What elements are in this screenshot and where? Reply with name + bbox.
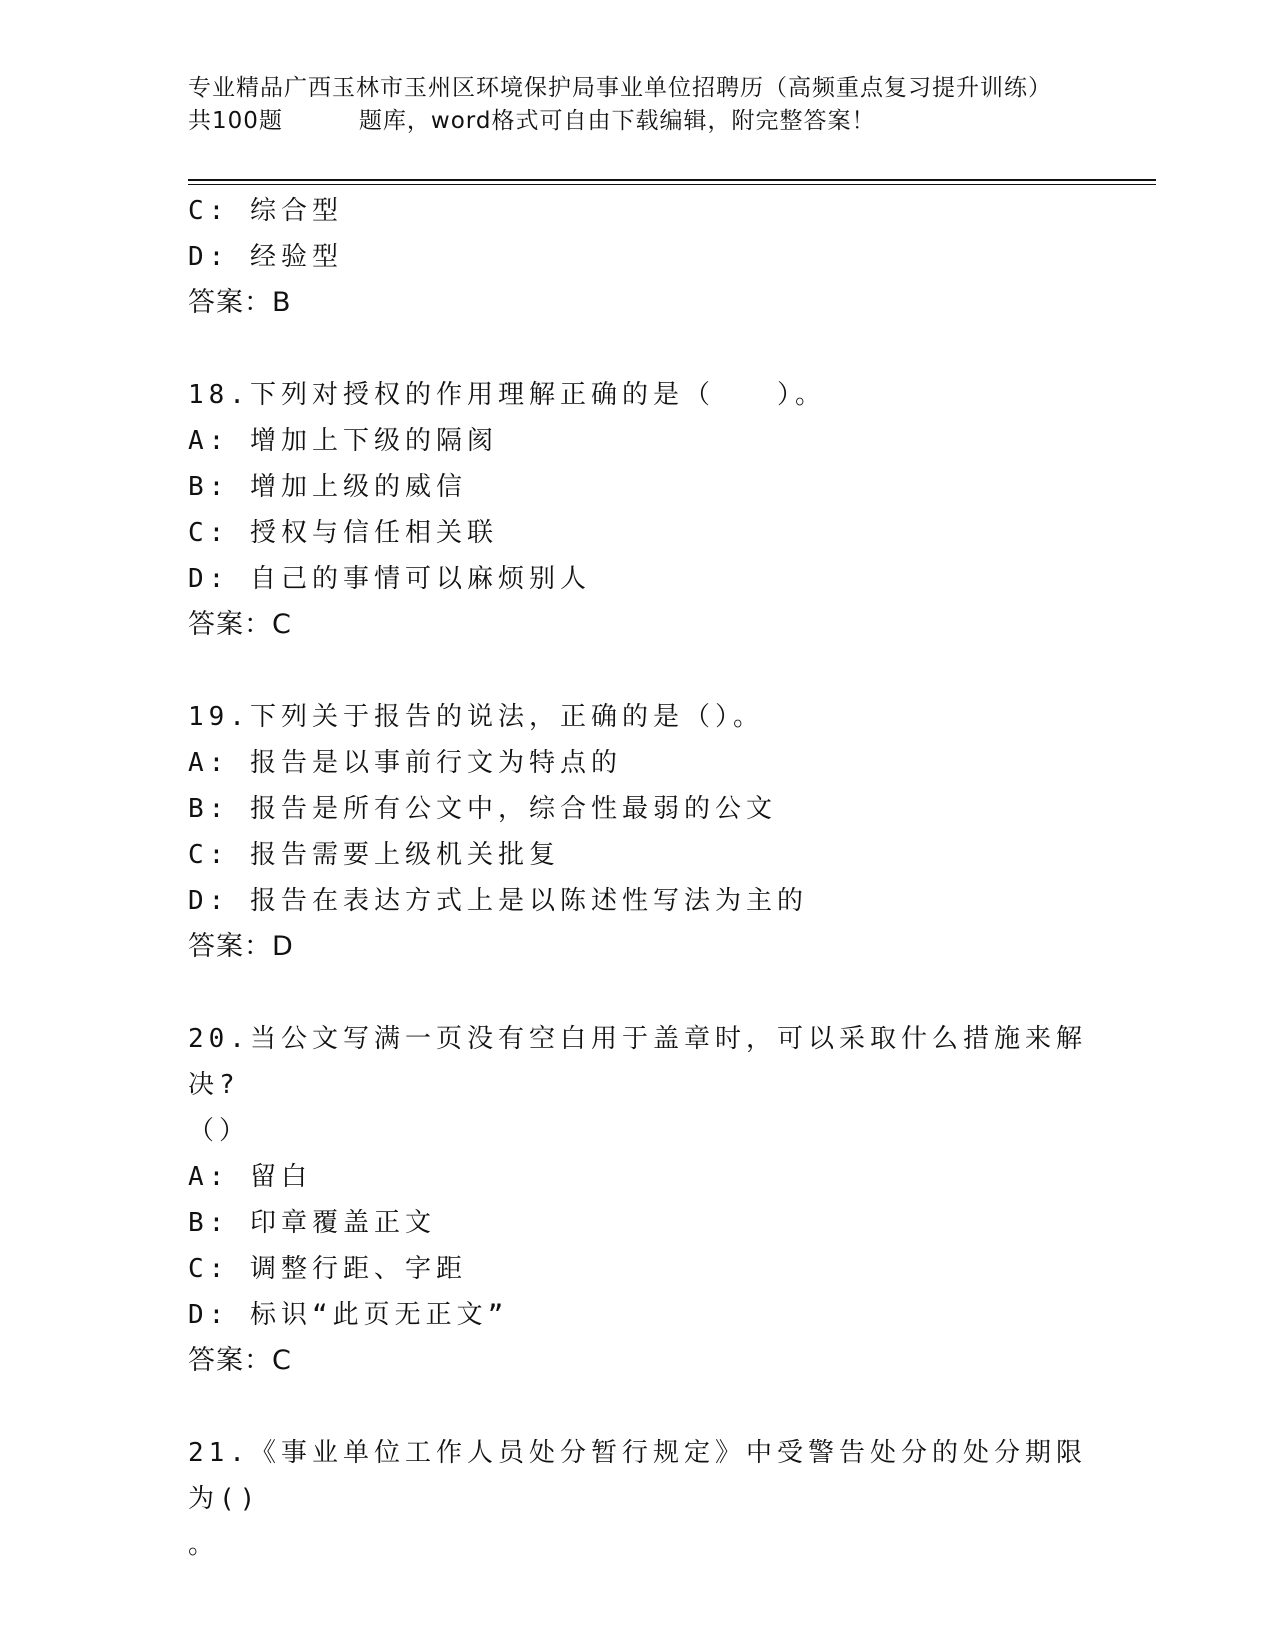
answer: 答案：D <box>188 931 294 962</box>
question-title: 19.下列关于报告的说法，正确的是（）。 <box>188 702 764 732</box>
option-b: B: 印章覆盖正文 <box>188 1208 436 1238</box>
document-header <box>188 72 1088 138</box>
question-title-line1: 20.当公文写满一页没有空白用于盖章时，可以采取什么措施来解决? <box>188 1024 1087 1100</box>
header-description: 题库，word格式可自由下载编辑，附完整答案！ <box>358 108 876 134</box>
option-d: D: 经验型 <box>188 242 343 272</box>
option-c: C: 调整行距、字距 <box>188 1254 467 1284</box>
option-a: A: 报告是以事前行文为特点的 <box>188 748 622 778</box>
option-d: D: 自己的事情可以麻烦别人 <box>188 564 591 594</box>
question-title-line2: （） <box>188 1116 251 1146</box>
option-b: B: 报告是所有公文中，综合性最弱的公文 <box>188 794 777 824</box>
option-c: C: 综合型 <box>188 196 343 226</box>
question-title: 18.下列对授权的作用理解正确的是（ ）。 <box>188 380 826 410</box>
question-20 <box>188 1016 1088 1384</box>
option-c: C: 授权与信任相关联 <box>188 518 498 548</box>
header-title-line2 <box>188 105 1088 138</box>
header-divider-thick <box>188 179 1156 181</box>
question-list <box>188 188 1088 1568</box>
question-18 <box>188 372 1088 648</box>
question-17-tail <box>188 188 1088 326</box>
header-title-line1: 专业精品广西玉林市玉州区环境保护局事业单位招聘历（高频重点复习提升训练） <box>188 75 1052 101</box>
question-title-line2: 。 <box>188 1530 220 1560</box>
question-19 <box>188 694 1088 970</box>
question-title-line1: 21.《事业单位工作人员处分暂行规定》中受警告处分的处分期限为() <box>188 1438 1087 1514</box>
option-a: A: 留白 <box>188 1162 312 1192</box>
answer: 答案：C <box>188 1345 292 1376</box>
header-divider-thin <box>188 184 1156 185</box>
option-c: C: 报告需要上级机关批复 <box>188 840 560 870</box>
answer: 答案：B <box>188 287 292 318</box>
option-d: D: 标识“此页无正文” <box>188 1300 509 1330</box>
question-21 <box>188 1430 1088 1568</box>
option-a: A: 增加上下级的隔阂 <box>188 426 498 456</box>
header-question-count: 共100题 <box>188 108 283 134</box>
option-d: D: 报告在表达方式上是以陈述性写法为主的 <box>188 886 808 916</box>
option-b: B: 增加上级的威信 <box>188 472 467 502</box>
answer: 答案：C <box>188 609 292 640</box>
